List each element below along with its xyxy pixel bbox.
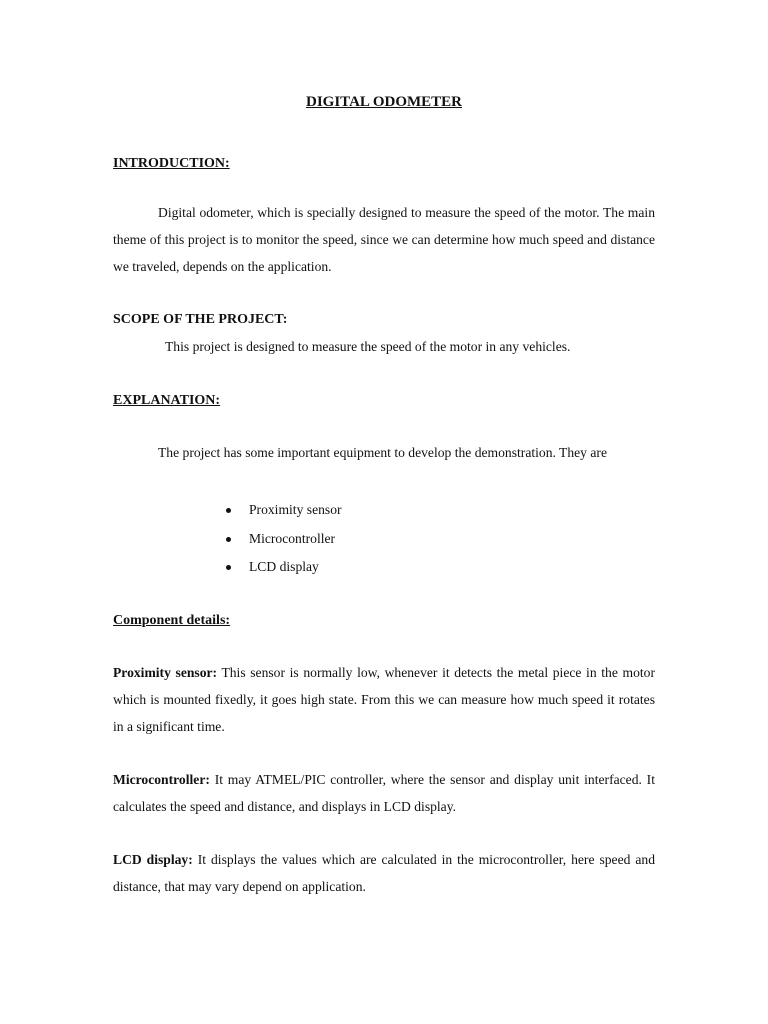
document-page bbox=[113, 0, 655, 1024]
list-item bbox=[226, 553, 342, 582]
detail-term: Microcontroller: bbox=[113, 772, 210, 787]
equipment-list bbox=[226, 496, 342, 582]
scope-heading: SCOPE OF THE PROJECT: bbox=[113, 312, 288, 327]
list-item bbox=[226, 496, 342, 525]
detail-term: LCD display: bbox=[113, 852, 193, 867]
explanation-heading: EXPLANATION: bbox=[113, 393, 221, 408]
detail-term: Proximity sensor: bbox=[113, 665, 218, 680]
introduction-heading: INTRODUCTION: bbox=[113, 156, 230, 171]
detail-text: It displays the values which are calculated in the microcontroller, here speed and distance, that may vary depend on application. bbox=[113, 852, 656, 894]
bullet-icon bbox=[226, 537, 231, 542]
explanation-paragraph: The project has some important equipment to develop the demonstration. They are bbox=[158, 445, 607, 460]
scope-paragraph: This project is designed to measure the speed of the motor in any vehicles. bbox=[165, 339, 571, 354]
detail-text: It may ATMEL/PIC controller, where the sensor and display unit interfaced. It calculates the speed and distance, and displays in LCD display. bbox=[113, 772, 655, 814]
list-item-label: Proximity sensor bbox=[249, 502, 342, 517]
lcd-display-detail bbox=[113, 847, 655, 901]
list-item bbox=[226, 525, 342, 554]
detail-text: This sensor is normally low, whenever it detects the metal piece in the motor which is mounted fixedly, it goes high state. From this we can measure how much speed it rotates in a significant time. bbox=[113, 665, 655, 734]
list-item-label: Microcontroller bbox=[249, 530, 336, 546]
document-title: DIGITAL ODOMETER bbox=[306, 94, 462, 110]
microcontroller-detail bbox=[113, 767, 655, 821]
proximity-sensor-detail bbox=[113, 660, 655, 740]
bullet-icon bbox=[226, 565, 231, 570]
component-details-heading: Component details: bbox=[113, 613, 231, 628]
list-item-label: LCD display bbox=[249, 559, 319, 575]
introduction-paragraph: Digital odometer, which is specially designed to measure the speed of the motor. The main theme of this project is to monitor the speed, since we can determine how much speed and distance we traveled, depends on the application. bbox=[113, 205, 655, 274]
bullet-icon bbox=[226, 508, 231, 513]
